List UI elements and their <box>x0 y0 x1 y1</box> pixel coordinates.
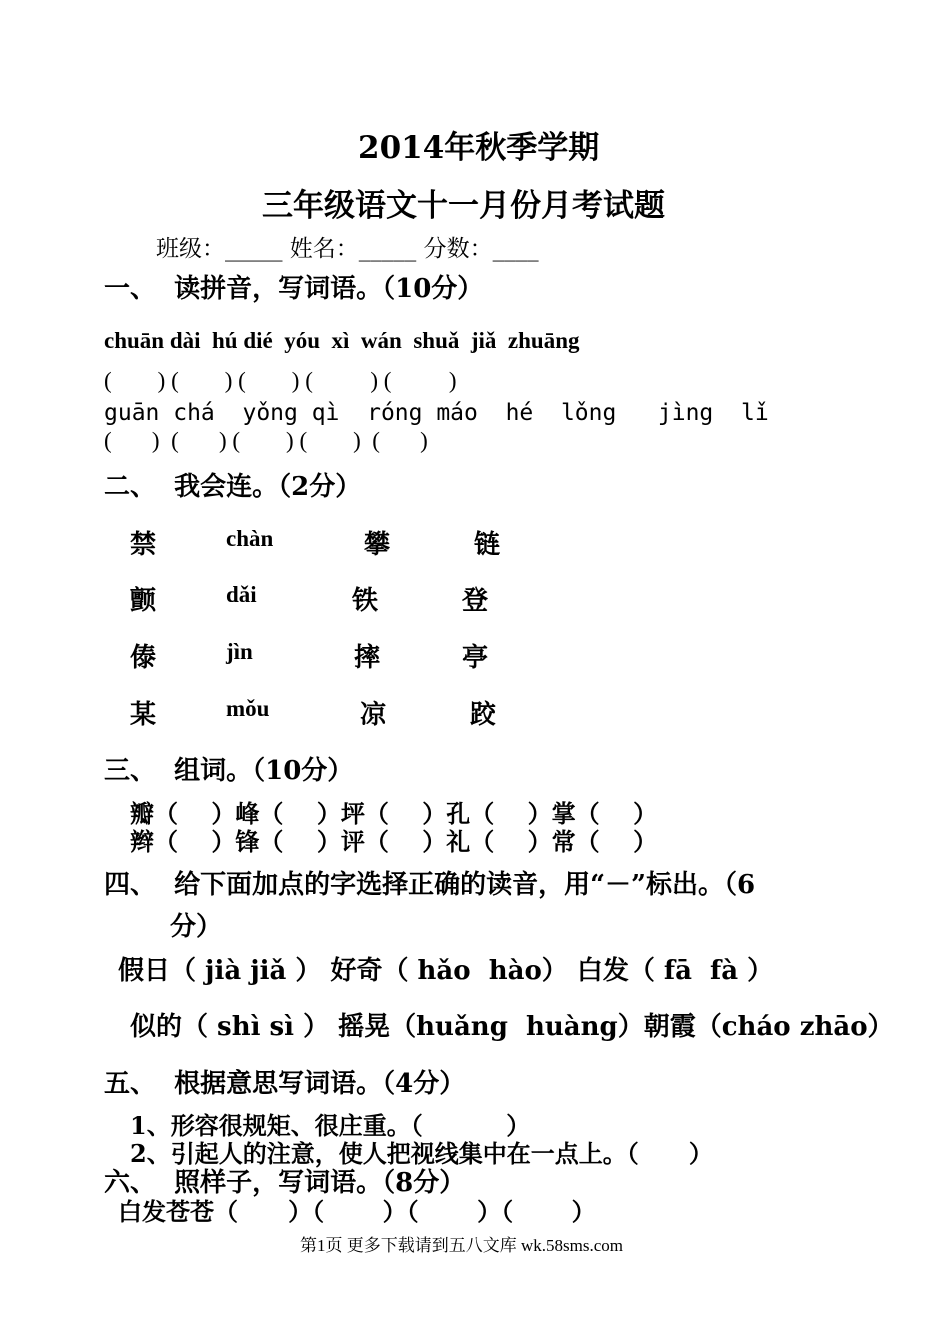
page-footer: 第1页 更多下载请到五八文库 wk.58sms.com <box>300 1236 623 1255</box>
match-char: 凉 <box>360 700 387 730</box>
section-4-heading-cont: 分） <box>170 912 223 942</box>
exam-subtitle: 三年级语文十一月份月考试题 <box>262 188 665 224</box>
pattern-words-row: 白发苍苍（ ）（ ）（ ）（ ） <box>118 1197 596 1226</box>
match-char: 亭 <box>462 643 489 673</box>
answer-brackets-row-1: ( ) ( ) ( ) ( ) ( ) <box>104 368 457 393</box>
match-char: 摔 <box>354 643 381 673</box>
section-3-heading: 三、 组词。（10分） <box>104 756 354 786</box>
word-group-row-1: 瓣（ ）峰（ ）坪（ ）孔（ ）掌（ ） <box>130 799 658 828</box>
match-pinyin: mǒu <box>226 696 270 721</box>
section-2-heading: 二、 我会连。（2分） <box>104 472 362 502</box>
match-pinyin: chàn <box>226 526 274 551</box>
match-char: 跤 <box>470 700 497 730</box>
match-char: 禁 <box>130 530 157 560</box>
section-1-heading: 一、 读拼音，写词语。（10分） <box>104 274 484 304</box>
word-group-row-2: 辫（ ）锋（ ）评（ ）礼（ ）常（ ） <box>130 827 658 856</box>
match-char: 颤 <box>130 586 157 616</box>
pronunciation-row-2: 似的（ shì sì ） 摇晃（huǎng huàng）朝霞（cháo zhāo） <box>130 1012 894 1042</box>
student-info-line: 班级：_____ 姓名：_____ 分数：____ <box>156 236 539 262</box>
match-char: 链 <box>474 530 501 560</box>
match-char: 傣 <box>130 643 157 673</box>
match-char: 攀 <box>364 530 391 560</box>
answer-brackets-row-2: ( ) ( ) ( ) ( ) ( ) <box>104 428 428 453</box>
section-6-heading: 六、 照样子，写词语。（8分） <box>104 1168 466 1198</box>
meaning-question-1: 1、形容很规矩、很庄重。（ ） <box>130 1111 531 1140</box>
exam-title: 2014年秋季学期 <box>358 130 600 166</box>
match-char: 登 <box>462 586 489 616</box>
pronunciation-row-1: 假日（ jià jiǎ ） 好奇（ hǎo hào） 白发（ fā fà ） <box>118 956 774 986</box>
match-pinyin: dǎi <box>226 582 257 607</box>
meaning-question-2: 2、引起人的注意，使人把视线集中在一点上。（ ） <box>130 1139 713 1168</box>
match-char: 铁 <box>352 586 379 616</box>
section-4-heading: 四、 给下面加点的字选择正确的读音，用“－”标出。（6 <box>104 870 756 900</box>
pinyin-row-1: chuān dài hú dié yóu xì wán shuǎ jiǎ zhuāng <box>104 328 580 353</box>
match-pinyin: jìn <box>226 639 253 664</box>
match-char: 某 <box>130 700 157 730</box>
pinyin-row-2: guān chá yǒng qì róng máo hé lǒng jìng lǐ <box>104 400 769 426</box>
section-5-heading: 五、 根据意思写词语。（4分） <box>104 1069 466 1099</box>
